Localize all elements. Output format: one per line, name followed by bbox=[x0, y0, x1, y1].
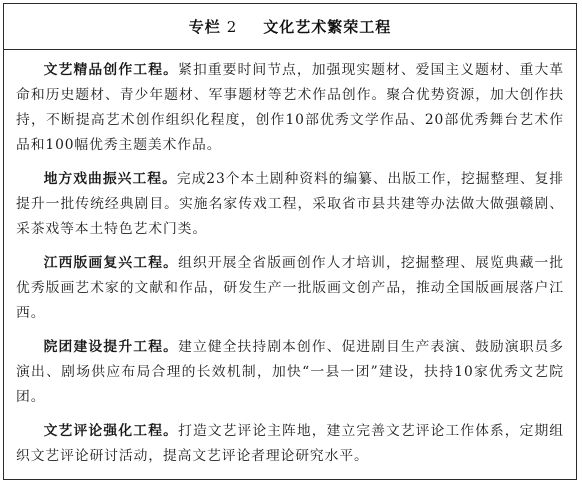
paragraph-body: 紧扣重要时间节点，加强现实题材、爱国主义题材、重大革命和历史题材、青少年题材、军事题材等艺术作品创作。聚合优势资源，加大创作扶持，不断提高艺术创作组织化程度，创作10部优秀文学作品、20部优秀舞台艺术作品和100幅优秀主题美术作品。 bbox=[16, 62, 564, 153]
box-number: 2 bbox=[226, 17, 238, 36]
paragraph-heading: 文艺评论强化工程。 bbox=[43, 423, 179, 439]
paragraph-local-opera bbox=[16, 167, 564, 242]
box-title-bar bbox=[4, 4, 576, 50]
paragraph-printmaking bbox=[16, 251, 564, 326]
paragraph-body: 完成23个本土剧种资料的编纂、出版工作，挖掘整理、复排提升一批传统经典剧目。实施名家传戏工程，采取省市县共建等办法做大做强赣剧、采茶戏等本土特色艺术门类。 bbox=[16, 171, 565, 237]
paragraph-art-criticism bbox=[16, 419, 564, 469]
box-content bbox=[4, 50, 576, 469]
paragraph-heading: 文艺精品创作工程。 bbox=[43, 62, 179, 78]
paragraph-heading: 院团建设提升工程。 bbox=[43, 339, 179, 355]
paragraph-body: 建立健全扶持剧本创作、促进剧目生产表演、鼓励演职员多演出、剧场供应布局合理的长效机制，加快“一县一团”建设，扶持10家优秀文艺院团。 bbox=[16, 339, 564, 405]
paragraph-heading: 地方戏曲振兴工程。 bbox=[43, 171, 177, 187]
paragraph-body: 组织开展全省版画创作人才培训，挖掘整理、展览典藏一批优秀版画艺术家的文献和作品，研发生产一批版画文创产品，推动全国版画展落户江西。 bbox=[16, 255, 564, 321]
box-label: 专栏 bbox=[188, 18, 221, 36]
paragraph-troupe-building bbox=[16, 335, 564, 410]
feature-box bbox=[3, 3, 577, 480]
paragraph-art-creation bbox=[16, 58, 564, 158]
box-title: 文化艺术繁荣工程 bbox=[263, 18, 392, 36]
paragraph-heading: 江西版画复兴工程。 bbox=[43, 255, 179, 271]
paragraph-body: 打造文艺评论主阵地，建立完善文艺评论工作体系，定期组织文艺评论研讨活动，提高文艺评论者理论研究水平。 bbox=[16, 423, 564, 464]
